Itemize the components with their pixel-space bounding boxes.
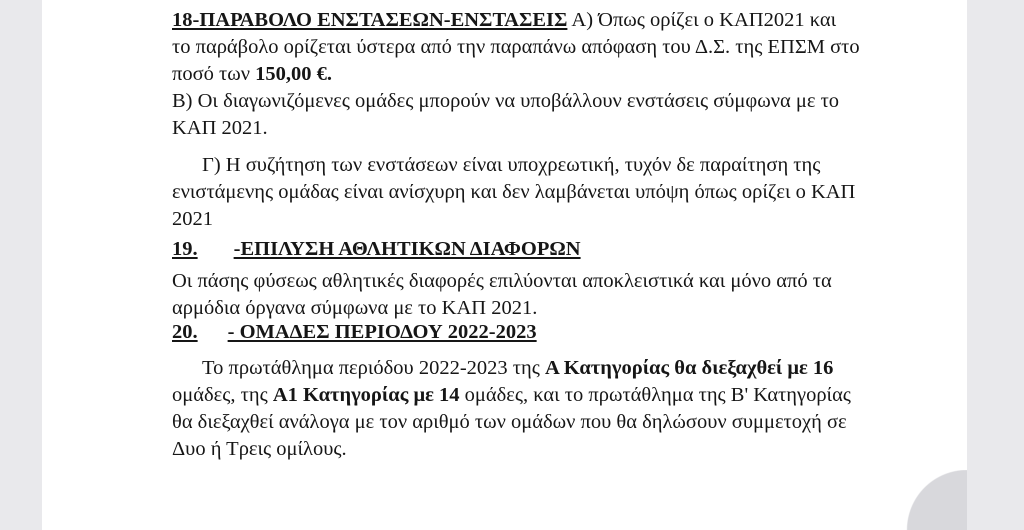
section-20-heading-row xyxy=(172,320,537,344)
section-18-b-line-2: ΚΑΠ 2021. xyxy=(172,117,268,139)
section-20-line-4: Δυο ή Τρεις ομίλους. xyxy=(172,438,347,460)
section-20-line-1-text: Το πρωτάθλημα περιόδου 2022-2023 της xyxy=(202,357,545,379)
section-19-heading: -ΕΠΙΛΥΣΗ ΑΘΛΗΤΙΚΩΝ ΔΙΑΦΟΡΩΝ xyxy=(233,238,581,260)
section-18-heading: 18-ΠΑΡΑΒΟΛΟ ΕΝΣΤΑΣΕΩΝ-ΕΝΣΤΑΣΕΙΣ xyxy=(172,9,568,31)
section-20-line-3: θα διεξαχθεί ανάλογα με τον αριθμό των ομάδων που θα δηλώσουν συμμετοχή σε xyxy=(172,411,847,433)
page-corner-shadow xyxy=(877,470,967,530)
section-19-line-1: Οι πάσης φύσεως αθλητικές διαφορές επιλύονται αποκλειστικά και μόνο από τα xyxy=(172,270,832,292)
section-18-c-line-3: 2021 xyxy=(172,208,213,230)
section-20-heading: - ΟΜΑΔΕΣ ΠΕΡΙΟΔΟΥ 2022-2023 xyxy=(227,321,537,343)
section-18-c-line-2: ενιστάμενης ομάδας είναι ανίσχυρη και δεν λαμβάνεται υπόψη όπως ορίζει ο ΚΑΠ xyxy=(172,181,856,203)
section-20-number: 20. xyxy=(172,321,198,343)
section-19-number: 19. xyxy=(172,238,198,260)
a1-category-info: Α1 Κατηγορίας με 14 xyxy=(272,384,460,406)
a-category-info: Α Κατηγορίας θα διεξαχθεί με 16 xyxy=(545,357,834,379)
section-18-line-1 xyxy=(172,8,836,32)
document-page xyxy=(42,0,967,530)
section-20-line-1 xyxy=(202,356,833,380)
section-19-heading-row xyxy=(172,237,581,261)
section-19-line-2: αρμόδια όργανα σύμφωνα με το ΚΑΠ 2021. xyxy=(172,297,538,319)
section-18-a-line-3 xyxy=(172,62,332,86)
section-18-a-line-2: το παράβολο ορίζεται ύστερα από την παραπάνω απόφαση του Δ.Σ. της ΕΠΣΜ στο xyxy=(172,36,860,58)
section-18-a-text: Α) Όπως ορίζει ο ΚΑΠ2021 και xyxy=(567,9,837,31)
section-18-c-line-1: Γ) Η συζήτηση των ενστάσεων είναι υποχρεωτική, τυχόν δε παραίτηση της xyxy=(202,154,821,176)
fee-amount: 150,00 €. xyxy=(255,63,333,85)
section-18-b-line-1: Β) Οι διαγωνιζόμενες ομάδες μπορούν να υποβάλλουν ενστάσεις σύμφωνα με το xyxy=(172,90,840,112)
fee-text: ποσό των xyxy=(172,63,256,85)
section-20-line-2-text-1: ομάδες, της xyxy=(172,384,273,406)
section-20-line-2 xyxy=(172,383,851,407)
section-20-line-2-text-2: ομάδες, και το πρωτάθλημα της Β' Κατηγορίας xyxy=(459,384,851,406)
